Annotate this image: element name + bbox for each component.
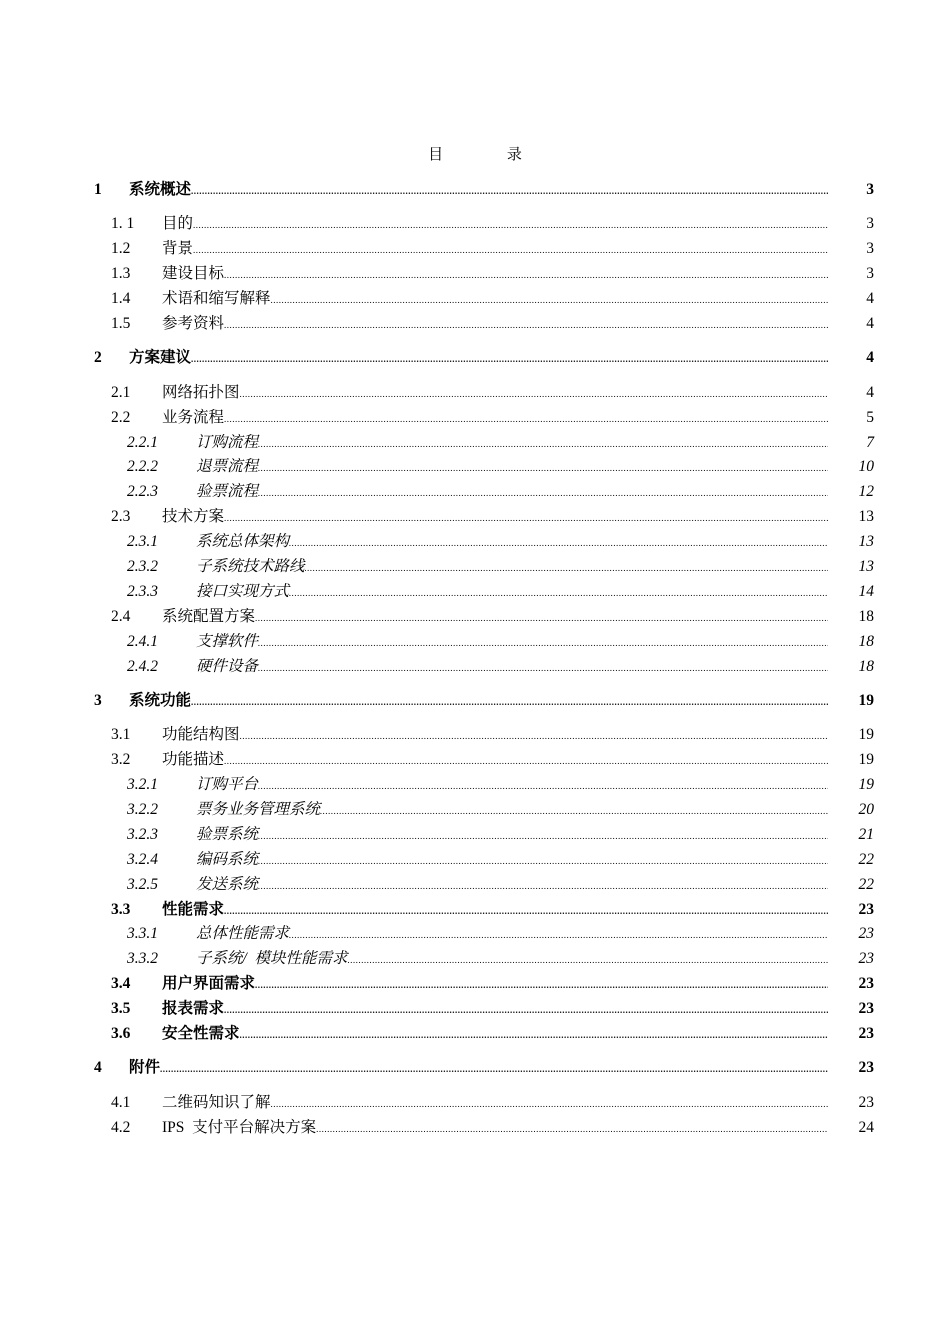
- toc-dot-leader: [240, 724, 828, 749]
- toc-entry-title: 退票流程: [196, 458, 259, 476]
- toc-entry-page: 14: [858, 582, 874, 600]
- toc-entry-number: 1.5: [111, 314, 131, 332]
- toc-entry-number: 3.3.1: [127, 925, 158, 943]
- toc-dot-leader: [271, 288, 828, 313]
- toc-entry-number: 3.2.4: [127, 850, 158, 868]
- toc-entry-page: 19: [858, 726, 874, 744]
- toc-dot-leader: [320, 799, 828, 824]
- toc-entry-number: 2.4.2: [127, 657, 158, 675]
- toc-dot-leader: [193, 238, 828, 263]
- toc-entry[interactable]: [94, 689, 874, 714]
- toc-entry-title: 技术方案: [162, 508, 225, 526]
- toc-entry-number: 4: [94, 1059, 102, 1077]
- toc-entry-page: 20: [858, 800, 874, 818]
- toc-entry-page: 13: [858, 508, 874, 526]
- toc-entry-number: 2.3.3: [127, 582, 158, 600]
- toc-entry-page: 23: [858, 975, 874, 993]
- toc-entry[interactable]: [94, 823, 874, 848]
- toc-entry-number: 4.1: [111, 1093, 131, 1111]
- toc-dot-leader: [258, 432, 828, 457]
- toc-entry[interactable]: [94, 455, 874, 480]
- toc-entry-title: 报表需求: [162, 1000, 225, 1018]
- toc-entry[interactable]: [94, 237, 874, 262]
- toc-dot-leader: [289, 923, 828, 948]
- toc-entry[interactable]: [94, 655, 874, 680]
- toc-entry[interactable]: [94, 406, 874, 431]
- toc-entry-number: 2.3.2: [127, 557, 158, 575]
- toc-entry-title: 订购平台: [196, 776, 259, 794]
- toc-dot-leader: [224, 313, 828, 338]
- toc-dot-leader: [289, 531, 828, 556]
- toc-entry-number: 3.5: [111, 1000, 131, 1018]
- toc-entry-number: 2.2.2: [127, 458, 158, 476]
- toc-entry-number: 3.6: [111, 1025, 131, 1042]
- toc-entry-page: 10: [858, 458, 874, 476]
- toc-entry[interactable]: [94, 723, 874, 748]
- toc-dot-leader: [258, 631, 828, 656]
- toc-dot-leader: [224, 407, 828, 432]
- toc-dot-leader: [191, 347, 828, 372]
- toc-dot-leader: [224, 899, 828, 924]
- toc-entry-page: 24: [858, 1118, 874, 1136]
- toc-entry[interactable]: [94, 898, 874, 923]
- toc-entry-title: 参考资料: [162, 314, 225, 332]
- toc-entry-page: 3: [866, 215, 874, 233]
- toc-dot-leader: [224, 749, 828, 774]
- toc-dot-leader: [224, 998, 828, 1023]
- toc-entry-page: 23: [858, 1025, 874, 1042]
- toc-dot-leader: [240, 1023, 828, 1048]
- toc-entry-number: 3: [94, 691, 102, 709]
- toc-entry[interactable]: [94, 262, 874, 287]
- toc-entry-number: 1: [94, 181, 102, 198]
- toc-dot-leader: [240, 382, 828, 407]
- toc-dot-leader: [224, 263, 828, 288]
- toc-entry-page: 23: [858, 925, 874, 943]
- toc-dot-leader: [255, 606, 828, 631]
- toc-entry[interactable]: [94, 773, 874, 798]
- toc-entry[interactable]: [94, 873, 874, 898]
- toc-entry-page: 4: [866, 383, 874, 401]
- toc-entry-number: 1.2: [111, 240, 131, 258]
- toc-entry[interactable]: [94, 1056, 874, 1081]
- toc-dot-leader: [258, 824, 828, 849]
- toc-entry-number: 2: [94, 349, 102, 367]
- toc-entry[interactable]: [94, 555, 874, 580]
- toc-entry-page: 5: [866, 408, 874, 426]
- toc-dot-leader: [258, 849, 828, 874]
- toc-dot-leader: [316, 1117, 828, 1142]
- toc-entry[interactable]: [94, 212, 874, 237]
- toc-entry[interactable]: [94, 997, 874, 1022]
- toc-dot-leader: [258, 656, 828, 681]
- toc-entry[interactable]: [94, 798, 874, 823]
- toc-entry-title: 硬件设备: [196, 657, 259, 675]
- toc-entry-title: 总体性能需求: [196, 925, 290, 943]
- toc-entry-title: 建设目标: [162, 265, 225, 283]
- toc-entry-title: 网络拓扑图: [162, 383, 240, 401]
- toc-entry-title: 子系统技术路线: [196, 557, 305, 575]
- toc-entry-title: 编码系统: [196, 850, 259, 868]
- toc-dot-leader: [305, 556, 828, 581]
- toc-entry-number: 3.2.3: [127, 825, 158, 843]
- toc-entry[interactable]: [94, 605, 874, 630]
- toc-entry-number: 2.3.1: [127, 533, 158, 551]
- toc-entry-number: 4.2: [111, 1118, 131, 1136]
- toc-dot-leader: [289, 581, 828, 606]
- toc-entry-number: 3.3: [111, 900, 131, 918]
- toc-entry-page: 18: [858, 607, 874, 625]
- toc-entry[interactable]: [94, 580, 874, 605]
- toc-dot-leader: [271, 1092, 828, 1117]
- toc-entry[interactable]: [94, 1091, 874, 1116]
- toc-entry-page: 13: [858, 533, 874, 551]
- toc-entry-page: 7: [866, 433, 874, 451]
- toc-entry-page: 4: [866, 314, 874, 332]
- toc-entry-page: 21: [858, 825, 874, 843]
- toc-entry-page: 19: [858, 691, 874, 709]
- toc-entry[interactable]: [94, 312, 874, 337]
- toc-entry-title: 功能结构图: [162, 726, 240, 744]
- toc-entry-title: 支撑软件: [196, 632, 259, 650]
- toc-entry-page: 13: [858, 557, 874, 575]
- toc-entry-number: 3.1: [111, 726, 131, 744]
- toc-entry-number: 3.4: [111, 975, 131, 993]
- toc-entry-page: 22: [858, 875, 874, 893]
- toc-entry-title: 功能描述: [162, 751, 225, 769]
- toc-entry-title: 发送系统: [196, 875, 259, 893]
- toc-entry-page: 23: [858, 1059, 874, 1077]
- toc-entry-number: 1.4: [111, 290, 131, 308]
- toc-dot-leader: [191, 179, 828, 204]
- toc-entry-number: 3.2: [111, 751, 131, 769]
- toc-entry[interactable]: [94, 1022, 874, 1047]
- toc-entry-page: 23: [858, 950, 874, 968]
- toc-entry-title: IPS 支付平台解决方案: [162, 1118, 317, 1136]
- toc-entry-number: 2.4: [111, 607, 131, 625]
- toc-entry-page: 4: [866, 349, 874, 367]
- toc-entry-number: 3.3.2: [127, 950, 158, 968]
- toc-entry-page: 3: [866, 181, 874, 198]
- table-of-contents: [94, 178, 874, 1141]
- toc-entry[interactable]: [94, 530, 874, 555]
- toc-entry[interactable]: [94, 346, 874, 371]
- toc-entry[interactable]: [94, 848, 874, 873]
- toc-entry[interactable]: [94, 381, 874, 406]
- toc-entry-title: 安全性需求: [162, 1025, 240, 1042]
- toc-entry-page: 19: [858, 776, 874, 794]
- toc-entry-title: 验票流程: [196, 483, 259, 501]
- toc-entry-page: 18: [858, 657, 874, 675]
- toc-entry-title: 票务业务管理系统: [196, 800, 321, 818]
- toc-dot-leader: [191, 690, 828, 715]
- toc-entry[interactable]: [94, 1116, 874, 1141]
- toc-entry-title: 系统概述: [129, 181, 192, 198]
- toc-entry-page: 23: [858, 900, 874, 918]
- toc-entry-title: 子系统/ 模块性能需求: [196, 950, 348, 968]
- toc-entry-number: 1.3: [111, 265, 131, 283]
- toc-entry-page: 12: [858, 483, 874, 501]
- toc-entry-title: 用户界面需求: [162, 975, 256, 993]
- toc-entry-number: 1. 1: [111, 215, 135, 233]
- toc-entry[interactable]: [94, 630, 874, 655]
- toc-dot-leader: [224, 506, 828, 531]
- toc-entry[interactable]: [94, 972, 874, 997]
- toc-entry[interactable]: [94, 505, 874, 530]
- toc-entry-number: 2.2.3: [127, 483, 158, 501]
- toc-dot-leader: [258, 456, 828, 481]
- toc-entry-number: 2.2.1: [127, 433, 158, 451]
- toc-dot-leader: [255, 973, 828, 998]
- toc-entry-title: 目的: [162, 215, 194, 233]
- toc-entry-page: 23: [858, 1093, 874, 1111]
- toc-entry[interactable]: [94, 178, 874, 203]
- toc-dot-leader: [258, 874, 828, 899]
- toc-entry-number: 2.3: [111, 508, 131, 526]
- toc-entry-title: 验票系统: [196, 825, 259, 843]
- toc-entry-title: 附件: [129, 1059, 161, 1077]
- toc-entry-page: 22: [858, 850, 874, 868]
- toc-entry[interactable]: [94, 287, 874, 312]
- toc-entry-page: 19: [858, 751, 874, 769]
- toc-entry[interactable]: [94, 748, 874, 773]
- toc-entry-title: 接口实现方式: [196, 582, 290, 600]
- toc-dot-leader: [160, 1057, 828, 1082]
- toc-entry-page: 3: [866, 240, 874, 258]
- toc-entry[interactable]: [94, 947, 874, 972]
- toc-entry-title: 方案建议: [129, 349, 192, 367]
- toc-entry-page: 3: [866, 265, 874, 283]
- toc-dot-leader: [258, 774, 828, 799]
- toc-entry-number: 3.2.5: [127, 875, 158, 893]
- toc-entry-title: 二维码知识了解: [162, 1093, 271, 1111]
- toc-entry-number: 3.2.1: [127, 776, 158, 794]
- toc-entry-title: 订购流程: [196, 433, 259, 451]
- toc-entry-title: 背景: [162, 240, 194, 258]
- toc-dot-leader: [348, 948, 828, 973]
- toc-entry-number: 2.2: [111, 408, 131, 426]
- toc-entry-title: 系统功能: [129, 691, 192, 709]
- toc-entry-page: 23: [858, 1000, 874, 1018]
- toc-entry-title: 系统总体架构: [196, 533, 290, 551]
- toc-heading: 目 录: [428, 147, 552, 163]
- toc-entry-page: 4: [866, 290, 874, 308]
- toc-entry[interactable]: [94, 480, 874, 505]
- toc-entry-number: 2.1: [111, 383, 131, 401]
- toc-entry-number: 3.2.2: [127, 800, 158, 818]
- toc-dot-leader: [258, 481, 828, 506]
- toc-entry-title: 术语和缩写解释: [162, 290, 271, 308]
- toc-entry-title: 业务流程: [162, 408, 225, 426]
- toc-entry-number: 2.4.1: [127, 632, 158, 650]
- toc-dot-leader: [193, 213, 828, 238]
- toc-entry-title: 性能需求: [162, 900, 225, 918]
- toc-entry[interactable]: [94, 431, 874, 456]
- toc-entry[interactable]: [94, 922, 874, 947]
- toc-entry-title: 系统配置方案: [162, 607, 256, 625]
- toc-entry-page: 18: [858, 632, 874, 650]
